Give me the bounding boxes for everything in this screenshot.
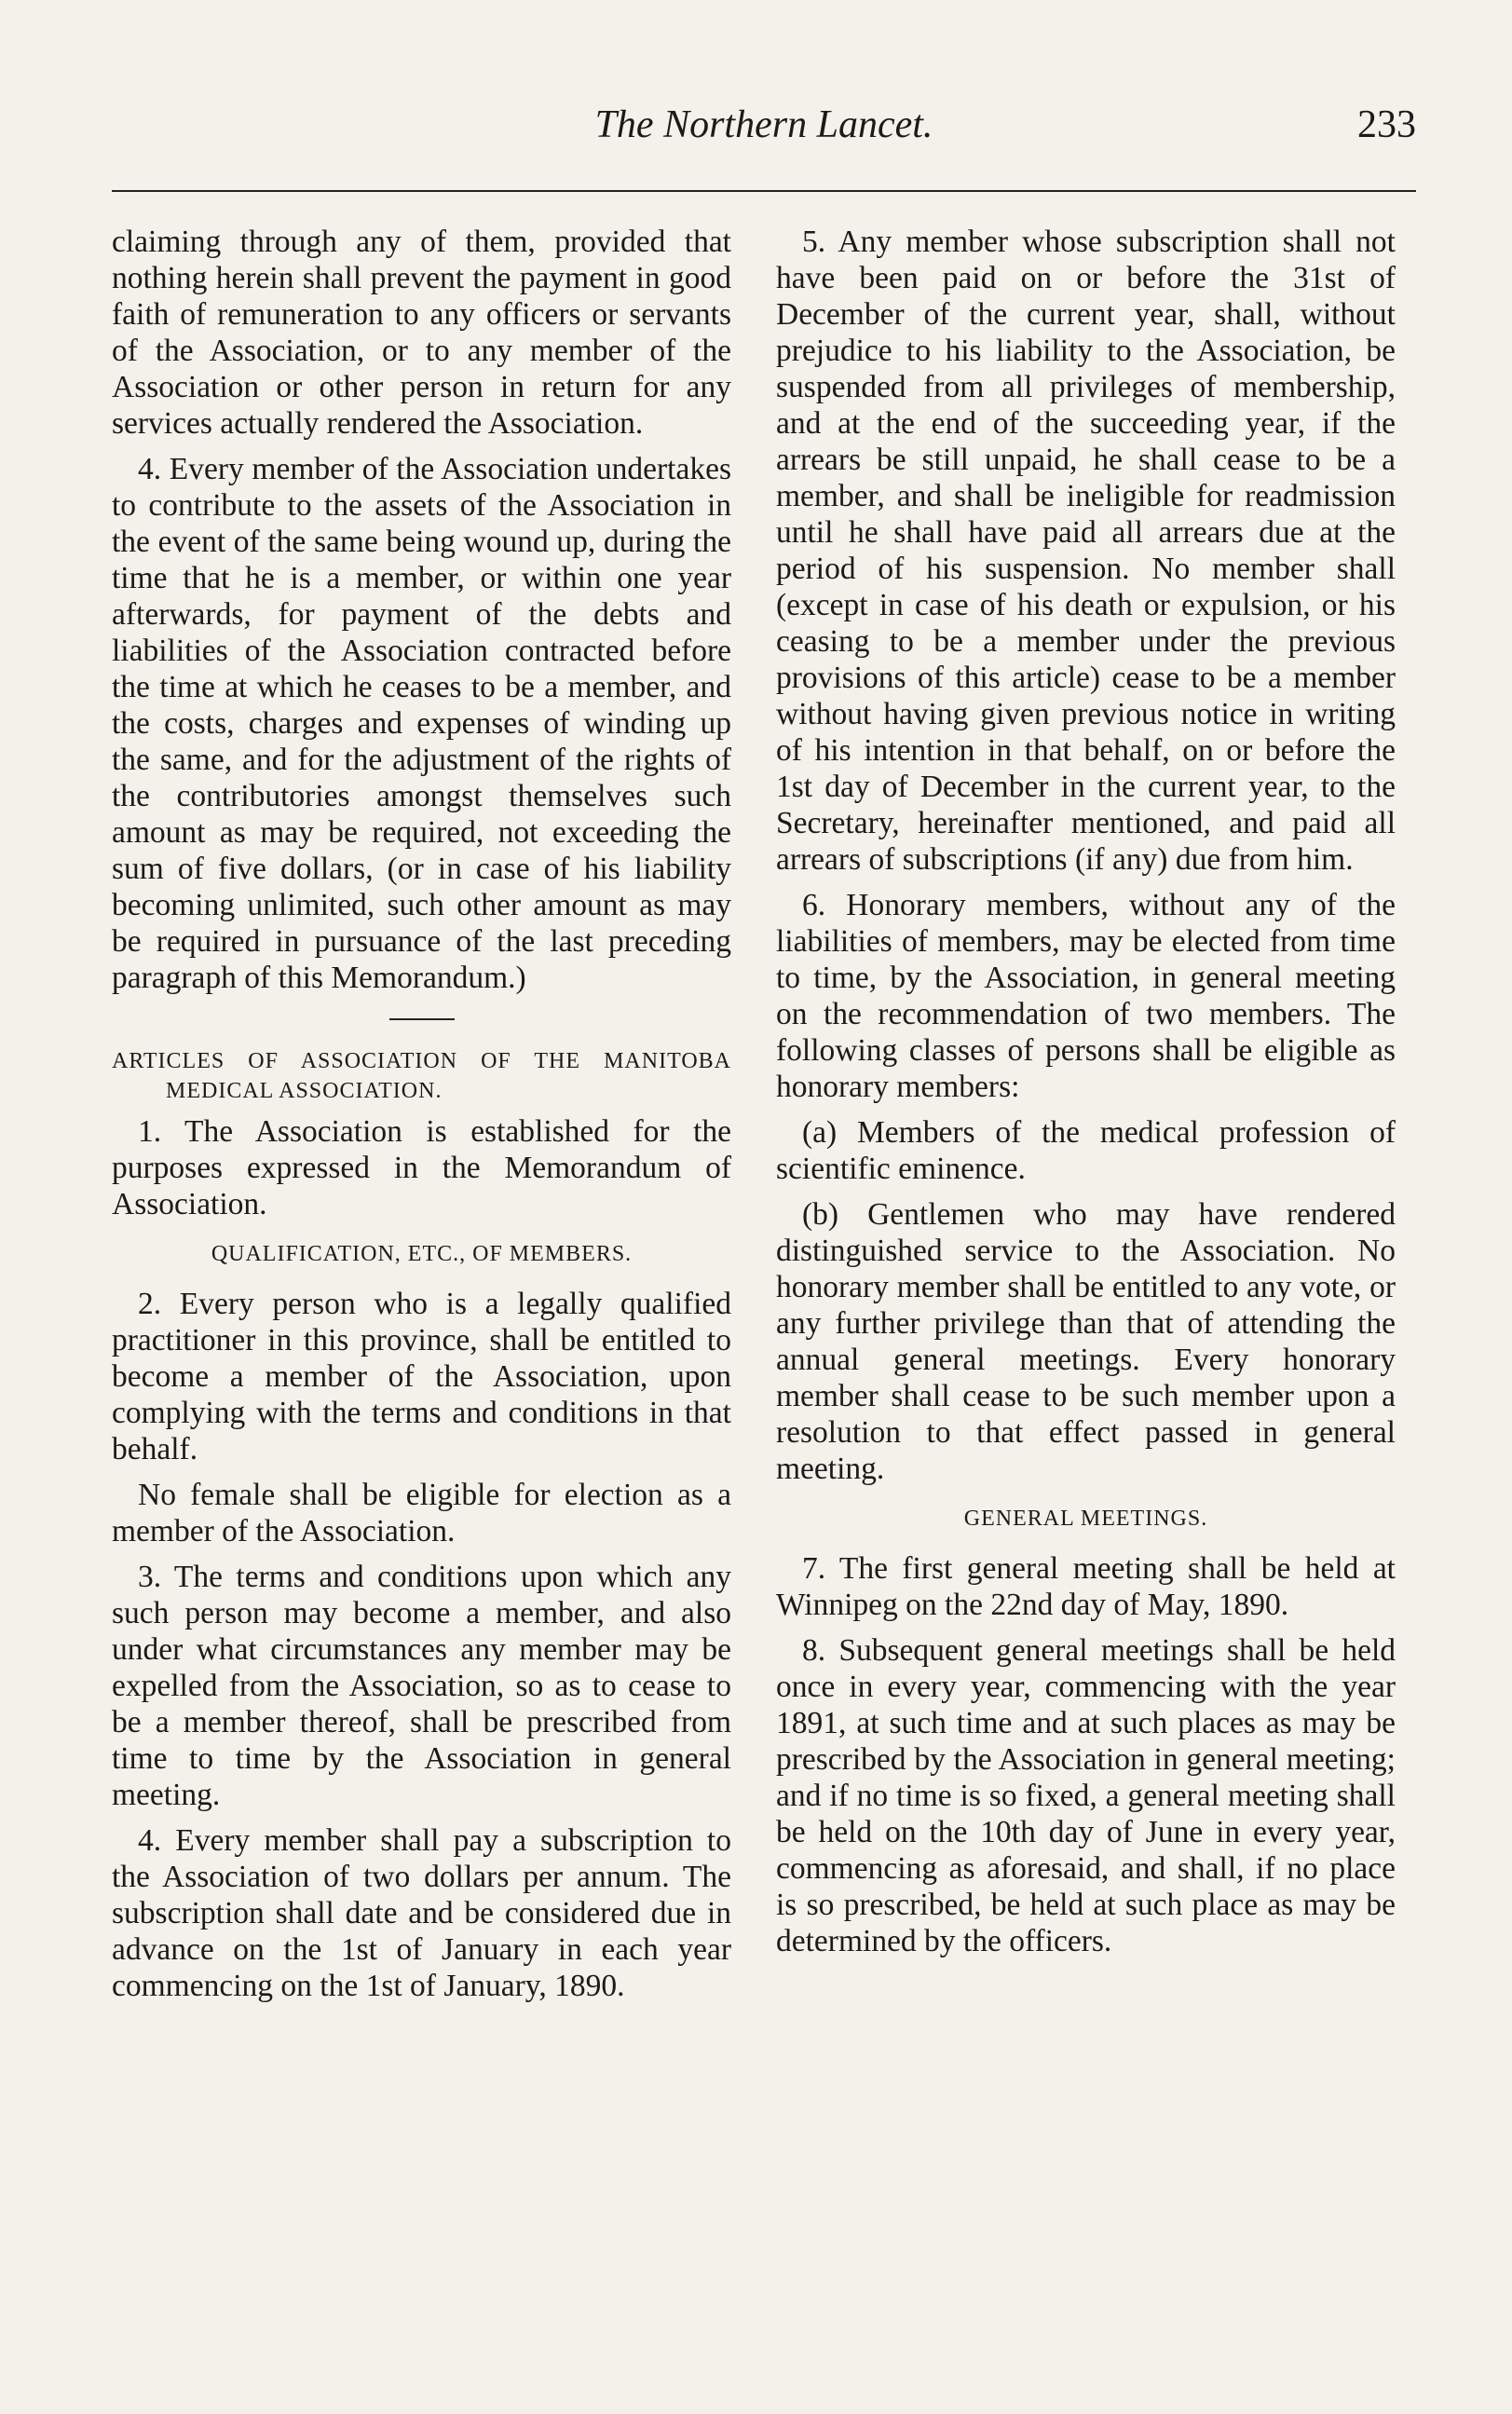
running-head xyxy=(112,102,1416,158)
paragraph-article-2: 2. Every person who is a legally qualified practitioner in this province, shall be entitled to become a member of the Association, upon complying with the terms and conditions in that behalf. xyxy=(112,1287,731,1466)
paragraph-female-eligibility: No female shall be eligible for election as a member of the Association. xyxy=(112,1478,731,1548)
paragraph-article-6: 6. Honorary members, without any of the liabilities of members, may be elected from time to time, by the Association, in general meeting on the recommendation of two members. The following classes of persons shall be eligible as honorary members: xyxy=(776,888,1396,1104)
section-heading-general-meetings: GENERAL MEETINGS. xyxy=(963,1507,1208,1531)
paragraph-continued: claiming through any of them, provided that nothing herein shall prevent the payment in good faith of remuneration to any officers or servants of the Association, or to any member of the Association or other person in return for any services actually rendered the Association. xyxy=(112,225,731,441)
paragraph-article-8: 8. Subsequent general meetings shall be held once in every year, commencing with the year 1891, at such time and at such places as may be prescribed by the Association in general meeting; and if no time is so fixed, a general meeting shall be held on the 10th day of June in every year, commencing as aforesaid, and shall, if no place is so prescribed, be held at such place as may be determined by the officers. xyxy=(776,1633,1396,1958)
paragraph-clause-4-memorandum: 4. Every member of the Association undertakes to contribute to the assets of the Association in the event of the same being wound up, during the time that he is a member, or within one year afterwards, for payment of the debts and liabilities of the Association contracted before the time at which he ceases to be a member, and the costs, charges and expenses of winding up the same, and for the adjustment of the rights of the contributories amongst themselves such amount as may be required, not exceeding the sum of five dollars, (or in case of his liability becoming unlimited, such other amount as may be required in pursuance of the last preceding paragraph of this Memorandum.) xyxy=(112,452,731,995)
section-heading-articles: ARTICLES OF ASSOCIATION OF THE MANITOBA MEDICAL ASSOCIATION. xyxy=(112,1049,731,1103)
paragraph-item-a: (a) Members of the medical profession of scientific eminence. xyxy=(776,1115,1396,1186)
paragraph-article-5: 5. Any member whose subscription shall not have been paid on or before the 31st of December of the current year, shall, without prejudice to his liability to the Association, be suspended from all privileges of membership, and at the end of the succeeding year, if the arrears be still unpaid, he shall cease to be a member, and shall be ineligible for readmission until he shall have paid all arrears due at the period of his suspension. No member shall (except in case of his death or expulsion, or his ceasing to be a member under the previous provisions of this article) cease to be a member without having given previous notice in writing of his intention in that behalf, on or before the 1st day of December in the current year, to the Secretary, hereinafter mentioned, and paid all arrears of subscriptions (if any) due from him. xyxy=(776,225,1396,877)
paragraph-article-1: 1. The Association is established for the purposes expressed in the Memorandum of Association. xyxy=(112,1114,731,1221)
paragraph-article-7: 7. The first general meeting shall be held at Winnipeg on the 22nd day of May, 1890. xyxy=(776,1551,1396,1622)
right-column xyxy=(776,224,1396,1969)
paragraph-item-b: (b) Gentlemen who may have rendered distinguished service to the Association. No honorary member shall be entitled to any vote, or any further privilege than that of attending the annual general meetings. Every honorary member shall cease to be such member upon a resolution to that effect passed in general meeting. xyxy=(776,1197,1396,1486)
section-divider xyxy=(389,1018,455,1020)
journal-title: The Northern Lancet. xyxy=(594,103,933,146)
header-rule xyxy=(112,190,1416,192)
page-number: 233 xyxy=(1357,103,1416,146)
section-heading-qualification: QUALIFICATION, ETC., OF MEMBERS. xyxy=(211,1242,633,1266)
paragraph-article-4: 4. Every member shall pay a subscription to the Association of two dollars per annum. The subscription shall date and be considered due in advance on the 1st of January in each year commencing on the 1st of January, 1890. xyxy=(112,1823,731,2003)
paragraph-article-3: 3. The terms and conditions upon which any such person may become a member, and also under what circumstances any member may be expelled from the Association, so as to cease to be a member thereof, shall be prescribed from time to time by the Association in general meeting. xyxy=(112,1560,731,1812)
left-column xyxy=(112,224,731,2013)
